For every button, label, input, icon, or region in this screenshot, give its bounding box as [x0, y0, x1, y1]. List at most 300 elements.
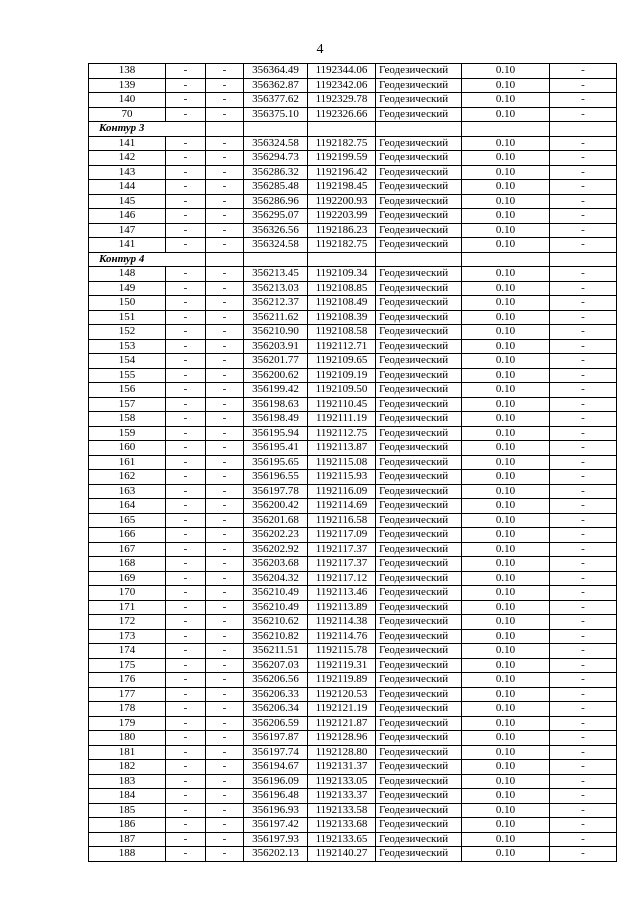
method-cell: Геодезический	[376, 528, 462, 543]
point-number-cell: 151	[89, 310, 166, 325]
dash-cell: -	[550, 542, 617, 557]
x-coordinate-cell: 356375.10	[244, 107, 308, 122]
y-coordinate-cell: 1192112.75	[308, 426, 376, 441]
dash-cell: -	[166, 64, 206, 79]
method-cell: Геодезический	[376, 368, 462, 383]
table-row	[89, 107, 617, 122]
point-number-cell: 174	[89, 644, 166, 659]
x-coordinate-cell: 356202.13	[244, 847, 308, 862]
x-coordinate-cell: 356196.48	[244, 789, 308, 804]
table-row	[89, 78, 617, 93]
dash-cell: -	[550, 180, 617, 195]
accuracy-cell: 0.10	[462, 658, 550, 673]
method-cell: Геодезический	[376, 412, 462, 427]
table-row	[89, 847, 617, 862]
y-coordinate-cell: 1192186.23	[308, 223, 376, 238]
dash-cell: -	[166, 93, 206, 108]
accuracy-cell: 0.10	[462, 209, 550, 224]
accuracy-cell: 0.10	[462, 745, 550, 760]
point-number-cell: 141	[89, 238, 166, 253]
x-coordinate-cell: 356198.49	[244, 412, 308, 427]
dash-cell: -	[206, 93, 244, 108]
y-coordinate-cell: 1192113.89	[308, 600, 376, 615]
x-coordinate-cell: 356197.93	[244, 832, 308, 847]
y-coordinate-cell: 1192109.19	[308, 368, 376, 383]
y-coordinate-cell: 1192128.96	[308, 731, 376, 746]
y-coordinate-cell: 1192108.49	[308, 296, 376, 311]
accuracy-cell: 0.10	[462, 194, 550, 209]
method-cell: Геодезический	[376, 760, 462, 775]
point-number-cell: 164	[89, 499, 166, 514]
empty-cell	[244, 122, 308, 137]
method-cell: Геодезический	[376, 716, 462, 731]
y-coordinate-cell: 1192198.45	[308, 180, 376, 195]
accuracy-cell: 0.10	[462, 267, 550, 282]
dash-cell: -	[166, 238, 206, 253]
dash-cell: -	[166, 586, 206, 601]
method-cell: Геодезический	[376, 615, 462, 630]
y-coordinate-cell: 1192115.93	[308, 470, 376, 485]
dash-cell: -	[206, 209, 244, 224]
x-coordinate-cell: 356211.62	[244, 310, 308, 325]
accuracy-cell: 0.10	[462, 702, 550, 717]
y-coordinate-cell: 1192114.69	[308, 499, 376, 514]
dash-cell: -	[206, 397, 244, 412]
dash-cell: -	[206, 571, 244, 586]
accuracy-cell: 0.10	[462, 325, 550, 340]
method-cell: Геодезический	[376, 774, 462, 789]
table-row	[89, 644, 617, 659]
point-number-cell: 153	[89, 339, 166, 354]
accuracy-cell: 0.10	[462, 644, 550, 659]
x-coordinate-cell: 356326.56	[244, 223, 308, 238]
table-row	[89, 760, 617, 775]
y-coordinate-cell: 1192199.59	[308, 151, 376, 166]
dash-cell: -	[550, 165, 617, 180]
dash-cell: -	[206, 281, 244, 296]
dash-cell: -	[550, 383, 617, 398]
dash-cell: -	[550, 673, 617, 688]
point-number-cell: 141	[89, 136, 166, 151]
x-coordinate-cell: 356286.32	[244, 165, 308, 180]
x-coordinate-cell: 356200.42	[244, 499, 308, 514]
dash-cell: -	[206, 702, 244, 717]
method-cell: Геодезический	[376, 441, 462, 456]
x-coordinate-cell: 356195.94	[244, 426, 308, 441]
point-number-cell: 139	[89, 78, 166, 93]
table-row	[89, 281, 617, 296]
dash-cell: -	[206, 310, 244, 325]
point-number-cell: 146	[89, 209, 166, 224]
point-number-cell: 185	[89, 803, 166, 818]
y-coordinate-cell: 1192133.68	[308, 818, 376, 833]
dash-cell: -	[550, 818, 617, 833]
dash-cell: -	[206, 629, 244, 644]
method-cell: Геодезический	[376, 136, 462, 151]
method-cell: Геодезический	[376, 745, 462, 760]
dash-cell: -	[166, 180, 206, 195]
dash-cell: -	[166, 107, 206, 122]
table-row	[89, 600, 617, 615]
dash-cell: -	[206, 673, 244, 688]
method-cell: Геодезический	[376, 339, 462, 354]
dash-cell: -	[550, 136, 617, 151]
method-cell: Геодезический	[376, 687, 462, 702]
dash-cell: -	[550, 644, 617, 659]
accuracy-cell: 0.10	[462, 586, 550, 601]
dash-cell: -	[550, 803, 617, 818]
y-coordinate-cell: 1192119.31	[308, 658, 376, 673]
dash-cell: -	[550, 760, 617, 775]
point-number-cell: 183	[89, 774, 166, 789]
accuracy-cell: 0.10	[462, 136, 550, 151]
table-row	[89, 383, 617, 398]
x-coordinate-cell: 356203.68	[244, 557, 308, 572]
dash-cell: -	[550, 629, 617, 644]
method-cell: Геодезический	[376, 484, 462, 499]
dash-cell: -	[166, 310, 206, 325]
method-cell: Геодезический	[376, 151, 462, 166]
dash-cell: -	[166, 731, 206, 746]
dash-cell: -	[166, 629, 206, 644]
point-number-cell: 70	[89, 107, 166, 122]
dash-cell: -	[550, 716, 617, 731]
method-cell: Геодезический	[376, 383, 462, 398]
dash-cell: -	[550, 441, 617, 456]
dash-cell: -	[550, 412, 617, 427]
dash-cell: -	[166, 658, 206, 673]
table-row	[89, 412, 617, 427]
table-row	[89, 64, 617, 79]
dash-cell: -	[166, 557, 206, 572]
dash-cell: -	[206, 64, 244, 79]
dash-cell: -	[166, 281, 206, 296]
x-coordinate-cell: 356377.62	[244, 93, 308, 108]
y-coordinate-cell: 1192133.58	[308, 803, 376, 818]
dash-cell: -	[166, 687, 206, 702]
dash-cell: -	[166, 397, 206, 412]
dash-cell: -	[166, 368, 206, 383]
method-cell: Геодезический	[376, 542, 462, 557]
method-cell: Геодезический	[376, 223, 462, 238]
table-body	[89, 64, 617, 862]
table-row	[89, 803, 617, 818]
dash-cell: -	[550, 600, 617, 615]
method-cell: Геодезический	[376, 789, 462, 804]
y-coordinate-cell: 1192128.80	[308, 745, 376, 760]
x-coordinate-cell: 356207.03	[244, 658, 308, 673]
dash-cell: -	[206, 615, 244, 630]
y-coordinate-cell: 1192196.42	[308, 165, 376, 180]
empty-cell	[462, 122, 550, 137]
x-coordinate-cell: 356203.91	[244, 339, 308, 354]
point-number-cell: 163	[89, 484, 166, 499]
accuracy-cell: 0.10	[462, 818, 550, 833]
dash-cell: -	[206, 223, 244, 238]
point-number-cell: 170	[89, 586, 166, 601]
method-cell: Геодезический	[376, 310, 462, 325]
y-coordinate-cell: 1192121.87	[308, 716, 376, 731]
dash-cell: -	[206, 238, 244, 253]
table-row	[89, 542, 617, 557]
dash-cell: -	[206, 136, 244, 151]
dash-cell: -	[206, 687, 244, 702]
x-coordinate-cell: 356201.68	[244, 513, 308, 528]
page-number: 4	[316, 42, 324, 57]
dash-cell: -	[206, 731, 244, 746]
method-cell: Геодезический	[376, 513, 462, 528]
dash-cell: -	[166, 673, 206, 688]
point-number-cell: 144	[89, 180, 166, 195]
point-number-cell: 176	[89, 673, 166, 688]
method-cell: Геодезический	[376, 64, 462, 79]
dash-cell: -	[206, 716, 244, 731]
point-number-cell: 184	[89, 789, 166, 804]
y-coordinate-cell: 1192117.12	[308, 571, 376, 586]
x-coordinate-cell: 356213.45	[244, 267, 308, 282]
dash-cell: -	[206, 151, 244, 166]
point-number-cell: 148	[89, 267, 166, 282]
method-cell: Геодезический	[376, 571, 462, 586]
point-number-cell: 188	[89, 847, 166, 862]
x-coordinate-cell: 356197.74	[244, 745, 308, 760]
accuracy-cell: 0.10	[462, 441, 550, 456]
point-number-cell: 167	[89, 542, 166, 557]
point-number-cell: 142	[89, 151, 166, 166]
accuracy-cell: 0.10	[462, 600, 550, 615]
table-row	[89, 731, 617, 746]
dash-cell: -	[550, 354, 617, 369]
x-coordinate-cell: 356202.92	[244, 542, 308, 557]
point-number-cell: 177	[89, 687, 166, 702]
accuracy-cell: 0.10	[462, 368, 550, 383]
x-coordinate-cell: 356212.37	[244, 296, 308, 311]
table-row	[89, 658, 617, 673]
table-row	[89, 296, 617, 311]
dash-cell: -	[206, 774, 244, 789]
y-coordinate-cell: 1192108.39	[308, 310, 376, 325]
point-number-cell: 162	[89, 470, 166, 485]
method-cell: Геодезический	[376, 194, 462, 209]
x-coordinate-cell: 356206.34	[244, 702, 308, 717]
dash-cell: -	[550, 774, 617, 789]
table-row	[89, 702, 617, 717]
accuracy-cell: 0.10	[462, 78, 550, 93]
method-cell: Геодезический	[376, 281, 462, 296]
accuracy-cell: 0.10	[462, 499, 550, 514]
point-number-cell: 149	[89, 281, 166, 296]
method-cell: Геодезический	[376, 397, 462, 412]
y-coordinate-cell: 1192116.09	[308, 484, 376, 499]
method-cell: Геодезический	[376, 165, 462, 180]
dash-cell: -	[166, 470, 206, 485]
point-number-cell: 165	[89, 513, 166, 528]
dash-cell: -	[206, 470, 244, 485]
table-row	[89, 136, 617, 151]
method-cell: Геодезический	[376, 296, 462, 311]
method-cell: Геодезический	[376, 832, 462, 847]
dash-cell: -	[166, 499, 206, 514]
y-coordinate-cell: 1192117.09	[308, 528, 376, 543]
y-coordinate-cell: 1192119.89	[308, 673, 376, 688]
empty-cell	[550, 122, 617, 137]
y-coordinate-cell: 1192109.34	[308, 267, 376, 282]
point-number-cell: 173	[89, 629, 166, 644]
accuracy-cell: 0.10	[462, 687, 550, 702]
accuracy-cell: 0.10	[462, 455, 550, 470]
y-coordinate-cell: 1192111.19	[308, 412, 376, 427]
dash-cell: -	[206, 267, 244, 282]
point-number-cell: 171	[89, 600, 166, 615]
table-row	[89, 151, 617, 166]
method-cell: Геодезический	[376, 238, 462, 253]
dash-cell: -	[206, 542, 244, 557]
accuracy-cell: 0.10	[462, 354, 550, 369]
point-number-cell: 145	[89, 194, 166, 209]
table-row	[89, 789, 617, 804]
dash-cell: -	[206, 803, 244, 818]
y-coordinate-cell: 1192131.37	[308, 760, 376, 775]
dash-cell: -	[166, 542, 206, 557]
empty-cell	[308, 122, 376, 137]
table-row	[89, 325, 617, 340]
accuracy-cell: 0.10	[462, 615, 550, 630]
y-coordinate-cell: 1192114.38	[308, 615, 376, 630]
dash-cell: -	[206, 107, 244, 122]
section-header-row	[89, 252, 617, 267]
y-coordinate-cell: 1192110.45	[308, 397, 376, 412]
table-row	[89, 310, 617, 325]
x-coordinate-cell: 356362.87	[244, 78, 308, 93]
dash-cell: -	[206, 847, 244, 862]
dash-cell: -	[166, 209, 206, 224]
dash-cell: -	[166, 267, 206, 282]
dash-cell: -	[206, 818, 244, 833]
dash-cell: -	[166, 789, 206, 804]
dash-cell: -	[550, 426, 617, 441]
y-coordinate-cell: 1192117.37	[308, 542, 376, 557]
dash-cell: -	[550, 194, 617, 209]
dash-cell: -	[206, 528, 244, 543]
dash-cell: -	[206, 165, 244, 180]
dash-cell: -	[166, 513, 206, 528]
empty-cell	[308, 252, 376, 267]
dash-cell: -	[166, 528, 206, 543]
point-number-cell: 161	[89, 455, 166, 470]
x-coordinate-cell: 356204.32	[244, 571, 308, 586]
y-coordinate-cell: 1192115.08	[308, 455, 376, 470]
dash-cell: -	[166, 644, 206, 659]
dash-cell: -	[206, 368, 244, 383]
table-row	[89, 818, 617, 833]
method-cell: Геодезический	[376, 499, 462, 514]
empty-cell	[244, 252, 308, 267]
y-coordinate-cell: 1192121.19	[308, 702, 376, 717]
dash-cell: -	[166, 325, 206, 340]
x-coordinate-cell: 356198.63	[244, 397, 308, 412]
dash-cell: -	[166, 151, 206, 166]
point-number-cell: 178	[89, 702, 166, 717]
table-row	[89, 615, 617, 630]
x-coordinate-cell: 356196.55	[244, 470, 308, 485]
dash-cell: -	[166, 615, 206, 630]
y-coordinate-cell: 1192112.71	[308, 339, 376, 354]
point-number-cell: 155	[89, 368, 166, 383]
accuracy-cell: 0.10	[462, 528, 550, 543]
accuracy-cell: 0.10	[462, 731, 550, 746]
dash-cell: -	[166, 78, 206, 93]
dash-cell: -	[206, 760, 244, 775]
method-cell: Геодезический	[376, 702, 462, 717]
x-coordinate-cell: 356210.49	[244, 600, 308, 615]
dash-cell: -	[206, 644, 244, 659]
dash-cell: -	[166, 339, 206, 354]
dash-cell: -	[206, 586, 244, 601]
point-number-cell: 168	[89, 557, 166, 572]
dash-cell: -	[550, 557, 617, 572]
accuracy-cell: 0.10	[462, 412, 550, 427]
accuracy-cell: 0.10	[462, 470, 550, 485]
dash-cell: -	[550, 151, 617, 166]
dash-cell: -	[550, 847, 617, 862]
point-number-cell: 166	[89, 528, 166, 543]
empty-cell	[206, 252, 244, 267]
method-cell: Геодезический	[376, 209, 462, 224]
y-coordinate-cell: 1192200.93	[308, 194, 376, 209]
method-cell: Геодезический	[376, 818, 462, 833]
accuracy-cell: 0.10	[462, 571, 550, 586]
accuracy-cell: 0.10	[462, 165, 550, 180]
dash-cell: -	[550, 586, 617, 601]
dash-cell: -	[206, 658, 244, 673]
x-coordinate-cell: 356206.56	[244, 673, 308, 688]
method-cell: Геодезический	[376, 629, 462, 644]
table-row	[89, 339, 617, 354]
dash-cell: -	[550, 238, 617, 253]
dash-cell: -	[550, 281, 617, 296]
method-cell: Геодезический	[376, 107, 462, 122]
point-number-cell: 175	[89, 658, 166, 673]
table-row	[89, 455, 617, 470]
dash-cell: -	[166, 412, 206, 427]
table-row	[89, 774, 617, 789]
dash-cell: -	[166, 296, 206, 311]
point-number-cell: 147	[89, 223, 166, 238]
y-coordinate-cell: 1192117.37	[308, 557, 376, 572]
dash-cell: -	[550, 455, 617, 470]
dash-cell: -	[166, 702, 206, 717]
x-coordinate-cell: 356210.49	[244, 586, 308, 601]
method-cell: Геодезический	[376, 78, 462, 93]
table-row	[89, 470, 617, 485]
x-coordinate-cell: 356196.93	[244, 803, 308, 818]
point-number-cell: 157	[89, 397, 166, 412]
table-row	[89, 673, 617, 688]
accuracy-cell: 0.10	[462, 789, 550, 804]
method-cell: Геодезический	[376, 731, 462, 746]
section-header-row	[89, 122, 617, 137]
accuracy-cell: 0.10	[462, 484, 550, 499]
table-row	[89, 223, 617, 238]
x-coordinate-cell: 356206.33	[244, 687, 308, 702]
method-cell: Геодезический	[376, 673, 462, 688]
table-row	[89, 499, 617, 514]
x-coordinate-cell: 356210.90	[244, 325, 308, 340]
dash-cell: -	[206, 484, 244, 499]
dash-cell: -	[166, 745, 206, 760]
x-coordinate-cell: 356286.96	[244, 194, 308, 209]
point-number-cell: 187	[89, 832, 166, 847]
